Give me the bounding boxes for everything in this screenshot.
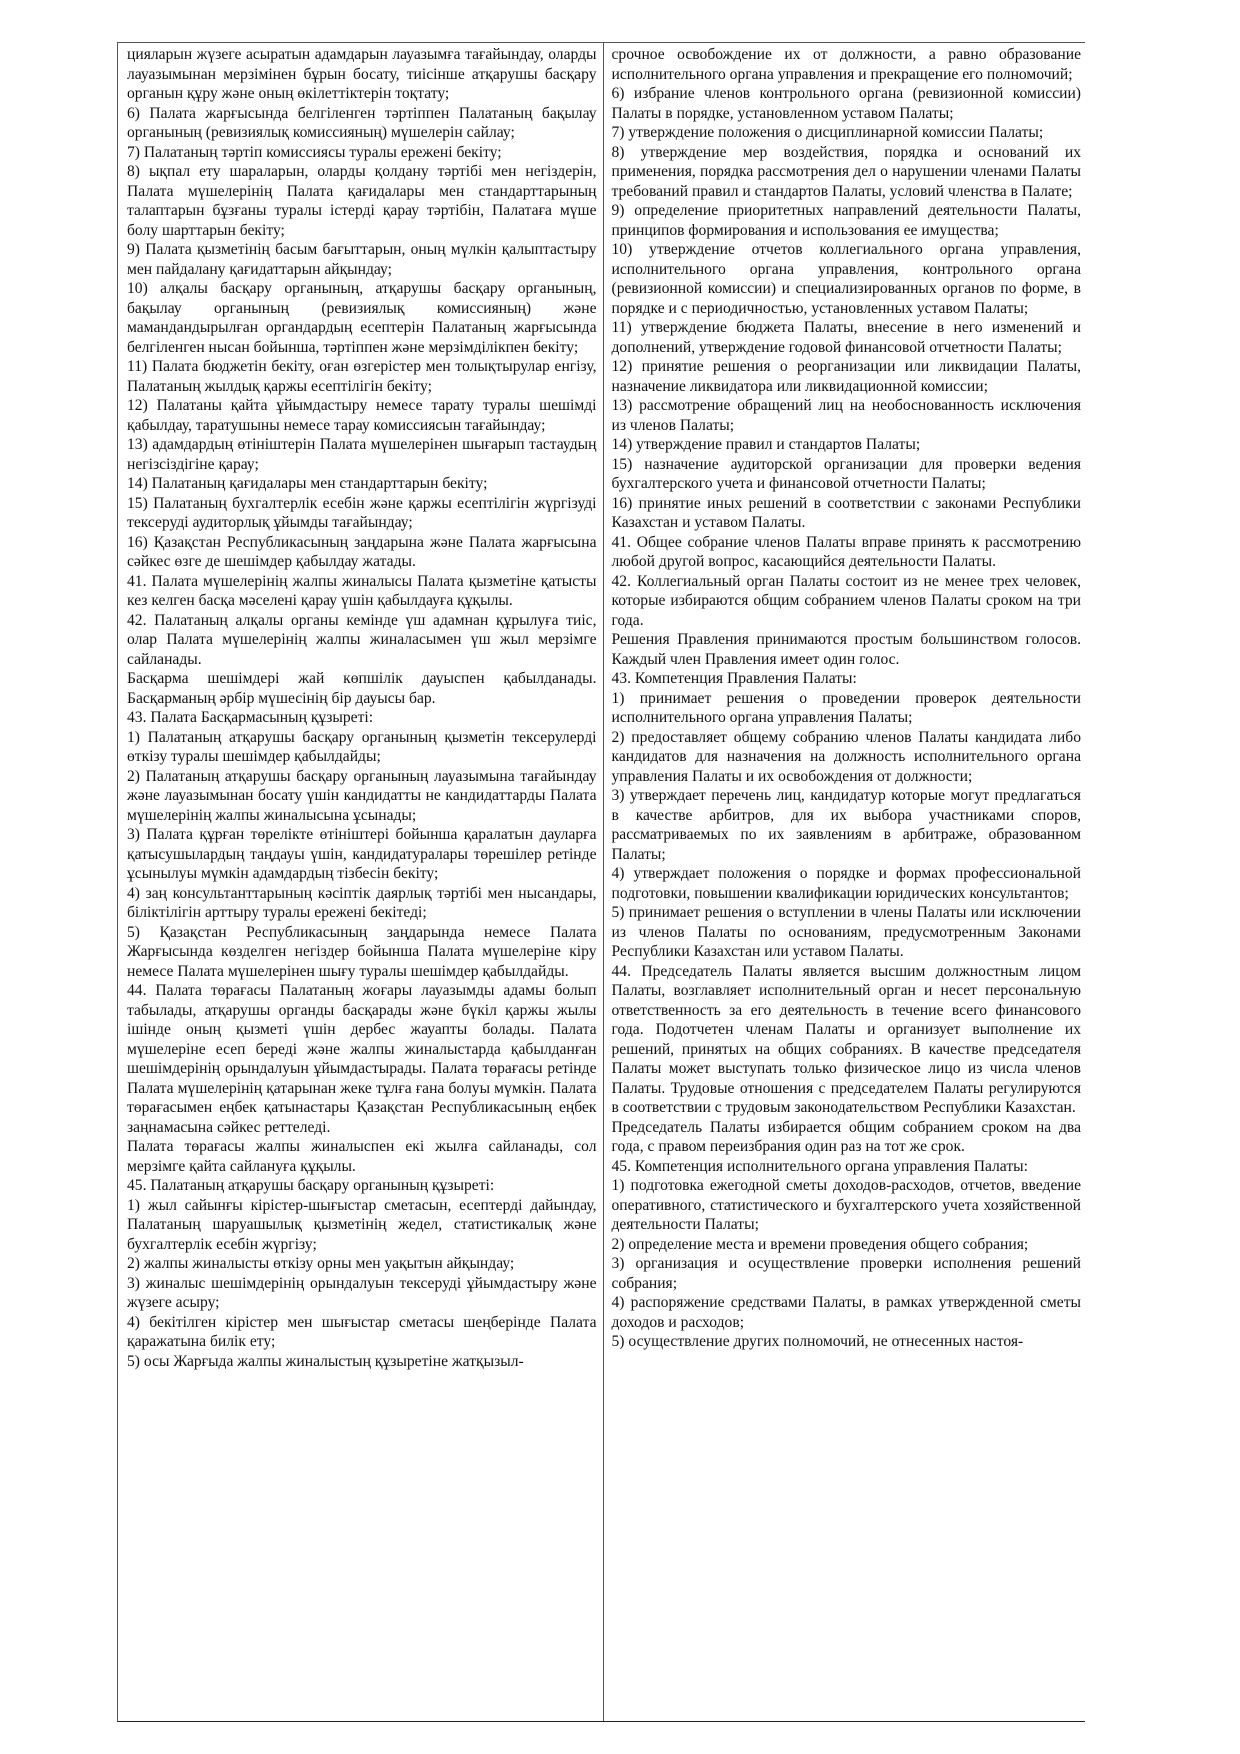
russian-paragraph: 4) утверждает положения о порядке и формах профессиональной подготовки, повышении квалификации юридических консультантов; — [611, 865, 1081, 902]
kazakh-paragraph: 43. Палата Басқармасының құзыреті: — [127, 709, 374, 726]
kazakh-paragraph: 45. Палатаның атқарушы басқару органының құзыреті: — [127, 1177, 495, 1194]
kazakh-paragraph: 7) Палатаның тәртіп комиссиясы туралы ережені бекіту; — [127, 143, 502, 161]
kazakh-paragraph: 1) Палатаның атқарушы басқару органының қызметін тексерулерді өткізу туралы шешімдер қабылдайды; — [127, 728, 597, 765]
russian-paragraph: срочное освобождение их от должности, а равно образование исполнительного органа управления и прекращение его полномочий; — [611, 46, 1081, 83]
russian-paragraph: 14) утверждение правил и стандартов Палаты; — [611, 436, 921, 453]
kazakh-paragraph: 4) заң консультанттарының кәсіптік даярлық тәртібі мен нысандары, біліктілігін арттыру туралы ережені бекітеді; — [127, 884, 597, 921]
kazakh-paragraph: 3) жиналыс шешімдерінің орындалуын тексеруді ұйымдастыру және жүзеге асыру; — [127, 1274, 597, 1311]
kazakh-paragraph: 11) Палата бюджетін бекіту, оған өзгерістер мен толықтырулар енгізу, Палатаның жылдық қаржы есептілігін бекіту; — [127, 358, 597, 395]
russian-paragraph: 9) определение приоритетных направлений деятельности Палаты, принципов формирования и использования ее имущества; — [611, 202, 1081, 239]
russian-paragraph: Председатель Палаты избирается общим собранием сроком на два года, с правом переизбрания один раз на тот же срок. — [611, 1118, 1081, 1155]
russian-paragraph: 15) назначение аудиторской организации для проверки ведения бухгалтерского учета и финансовой отчетности Палаты; — [611, 455, 1081, 492]
kazakh-paragraph: 2) жалпы жиналысты өткізу орны мен уақытын айқындау; — [127, 1255, 515, 1272]
kazakh-paragraph: 13) адамдардың өтініштерін Палата мүшелерінен шығарып тастаудың негізсіздігіне қарау; — [127, 436, 597, 473]
kazakh-paragraph: 5) осы Жарғыда жалпы жиналыстың құзыретіне жатқызыл- — [127, 1352, 524, 1370]
bilingual-document-table — [117, 42, 1085, 1722]
kazakh-paragraph: 9) Палата қызметінің басым бағыттарын, оның мүлкін қалыптастыру мен пайдалану қағидаттарын айқындау; — [127, 241, 597, 278]
kazakh-paragraph: 12) Палатаны қайта ұйымдастыру немесе тарату туралы шешімді қабылдау, таратушыны немесе тарау комиссиясын тағайындау; — [127, 397, 597, 434]
kazakh-paragraph: 4) бекітілген кірістер мен шығыстар сметасы шеңберінде Палата қаражатына билік ету; — [127, 1313, 597, 1350]
kazakh-paragraph: Басқарма шешімдері жай көпшілік дауыспен қабылданады. Басқарманың әрбір мүшесінің бір дауысы бар. — [127, 670, 597, 707]
russian-paragraph: 16) принятие иных решений в соответствии с законами Республики Казахстан и уставом Палаты. — [611, 494, 1081, 531]
russian-paragraph: 1) принимает решения о проведении проверок деятельности исполнительного органа управления Палаты; — [611, 689, 1081, 726]
russian-paragraph: 4) распоряжение средствами Палаты, в рамках утвержденной сметы доходов и расходов; — [611, 1294, 1081, 1331]
russian-paragraph: 42. Коллегиальный орган Палаты состоит из не менее трех человек, которые избираются общим собранием членов Палаты сроком на три года. — [611, 572, 1081, 629]
kazakh-paragraph: цияларын жүзеге асыратын адамдарын лауазымға тағайындау, оларды лауазымынан мерзімінен бұрын босату, тиісінше атқарушы басқару органын құру және оның өкілеттіктерін тоқтату; — [127, 46, 597, 102]
kazakh-paragraph: 15) Палатаның бухгалтерлік есебін және қаржы есептілігін жүргізуді тексеруді аудиторлық ұйымды тағайындау; — [127, 494, 597, 531]
kazakh-paragraph: 14) Палатаның қағидалары мен стандарттарын бекіту; — [127, 475, 488, 492]
kazakh-paragraph: 3) Палата құрған төрелікте өтініштері бойынша қаралатын дауларға қатысушылардың таңдауы үшін, кандидатуралары төрешілер ретінде ұсынылуы мүмкін адамдардың тізбесін бекіту; — [127, 826, 597, 882]
russian-paragraph: Решения Правления принимаются простым большинством голосов. Каждый член Правления имеет один голос. — [611, 631, 1081, 668]
russian-paragraph: 13) рассмотрение обращений лиц на необоснованность исключения из членов Палаты; — [611, 397, 1081, 434]
kazakh-paragraph: 8) ықпал ету шараларын, оларды қолдану тәртібі мен негіздерін, Палата мүшелерінің Палата қағидалары мен стандарттарының талаптарын бұзғаны туралы істерді қарау тәртібін, Палатаға мүше болу шарттарын бекіту; — [127, 163, 597, 239]
russian-paragraph: 12) принятие решения о реорганизации или ликвидации Палаты, назначение ликвидатора или ликвидационной комиссии; — [611, 358, 1081, 395]
russian-paragraph: 1) подготовка ежегодной сметы доходов-расходов, отчетов, введение оперативного, статистического и бухгалтерского учета хозяйственной деятельности Палаты; — [611, 1177, 1081, 1233]
kazakh-text-column — [118, 43, 604, 1721]
kazakh-paragraph: 2) Палатаның атқарушы басқару органының лауазымына тағайындау және лауазымынан босату үшін кандидатты не кандидаттарды Палата мүшелерінің жалпы жиналысына ұсынады; — [127, 767, 597, 824]
russian-paragraph: 11) утверждение бюджета Палаты, внесение в него изменений и дополнений, утверждение годовой финансовой отчетности Палаты; — [611, 319, 1081, 356]
russian-paragraph: 2) предоставляет общему собранию членов Палаты кандидата либо кандидатов для назначения на должность исполнительного органа управления Палаты и их освобождения от должности; — [611, 728, 1081, 785]
russian-paragraph: 5) осуществление других полномочий, не отнесенных настоя- — [611, 1333, 1024, 1350]
russian-paragraph: 44. Председатель Палаты является высшим должностным лицом Палаты, возглавляет исполнительный орган и несет персональную ответственность за его деятельность в течение всего финансового года. Подотчетен членам Палаты и организует выполнение их решений, принятых на общих собраниях. В качестве председателя Палаты может выступать только физическое лицо из числа членов Палаты. Трудовые отношения с председателем Палаты регулируются в соответствии с трудовым законодательством Республики Казахстан. — [611, 962, 1081, 1116]
kazakh-paragraph: 16) Қазақстан Республикасының заңдарына және Палата жарғысына сәйкес өзге де шешімдер қабылдау жатады. — [127, 533, 597, 570]
russian-paragraph: 2) определение места и времени проведения общего собрания; — [611, 1235, 1029, 1253]
kazakh-paragraph: 41. Палата мүшелерінің жалпы жиналысы Палата қызметіне қатысты кез келген басқа мәселені қарау үшін қабылдауға құқылы. — [127, 572, 597, 609]
russian-text-column — [604, 43, 1086, 1721]
russian-paragraph: 3) организация и осуществление проверки исполнения решений собрания; — [611, 1255, 1081, 1292]
kazakh-paragraph: 42. Палатаның алқалы органы кемінде үш адамнан құрылуға тиіс, олар Палата мүшелерінің жалпы жиналасымен үш жыл мерзімге сайланады. — [127, 611, 597, 668]
kazakh-paragraph: 1) жыл сайынғы кірістер-шығыстар сметасын, есептерді дайындау, Палатаның шаруашылық қызметінің жедел, статистикалық және бухгалтерлік есебін жүргізу; — [127, 1196, 597, 1253]
russian-paragraph: 8) утверждение мер воздействия, порядка и оснований их применения, порядка рассмотрения дел о нарушении членами Палаты требований правил и стандартов Палаты, условий членства в Палате; — [611, 143, 1081, 200]
russian-paragraph: 3) утверждает перечень лиц, кандидатур которые могут предлагаться в качестве арбитров, для их выбора участниками споров, рассматриваемых по их заявлениям в арбитраже, образованном Палаты; — [611, 787, 1081, 863]
kazakh-paragraph: 10) алқалы басқару органының, атқарушы басқару органының, бақылау органының (ревизиялық комиссияның) және мамандандырылған органдардың есептерін Палатаның жарғысында белгіленген нысан бойынша, тәртіппен және мерзімділікпен бекіту; — [127, 280, 597, 356]
russian-paragraph: 41. Общее собрание членов Палаты вправе принять к рассмотрению любой другой вопрос, касающийся деятельности Палаты. — [611, 533, 1081, 570]
kazakh-paragraph: 6) Палата жарғысында белгіленген тәртіппен Палатаның бақылау органының (ревизиялық комиссияның) мүшелерін сайлау; — [127, 104, 597, 141]
russian-paragraph: 5) принимает решения о вступлении в члены Палаты или исключении из членов Палаты по основаниям, предусмотренным Законами Республики Казахстан или уставом Палаты. — [611, 904, 1081, 960]
russian-paragraph: 10) утверждение отчетов коллегиального органа управления, исполнительного органа управления, контрольного органа (ревизионной комиссии) и специализированных органов по форме, в порядке и с периодичностью, установленных уставом Палаты; — [611, 241, 1081, 317]
russian-paragraph: 43. Компетенция Правления Палаты: — [611, 670, 857, 687]
kazakh-paragraph: Палата төрағасы жалпы жиналыспен екі жылға сайланады, сол мерзімге қайта сайлануға құқылы. — [127, 1138, 597, 1175]
russian-paragraph: 7) утверждение положения о дисциплинарной комиссии Палаты; — [611, 124, 1044, 141]
kazakh-paragraph: 5) Қазақстан Республикасының заңдарында немесе Палата Жарғысында көзделген негіздер бойынша Палата мүшелеріне кіру немесе Палата мүшелерінен шығу туралы шешімдер қабылдайды. — [127, 923, 597, 980]
kazakh-paragraph: 44. Палата төрағасы Палатаның жоғары лауазымды адамы болып табылады, атқарушы органды басқарады және бүкіл қаржы жылы ішінде оның қызметі үшін дербес жауапты болады. Палата мүшелеріне есеп береді және жалпы жиналыстарда қабылданған шешімдерінің орындалуын ұйымдастырады. Палата төрағасы ретінде Палата мүшелерінің қатарынан жеке тұлға ғана болуы мүмкін. Палата төрағасымен еңбек қатынастары Қазақстан Республикасының еңбек заңнамасына сәйкес реттеледі. — [127, 982, 597, 1136]
russian-paragraph: 6) избрание членов контрольного органа (ревизионной комиссии) Палаты в порядке, установленном уставом Палаты; — [611, 85, 1081, 122]
russian-paragraph: 45. Компетенция исполнительного органа управления Палаты: — [611, 1157, 1028, 1175]
